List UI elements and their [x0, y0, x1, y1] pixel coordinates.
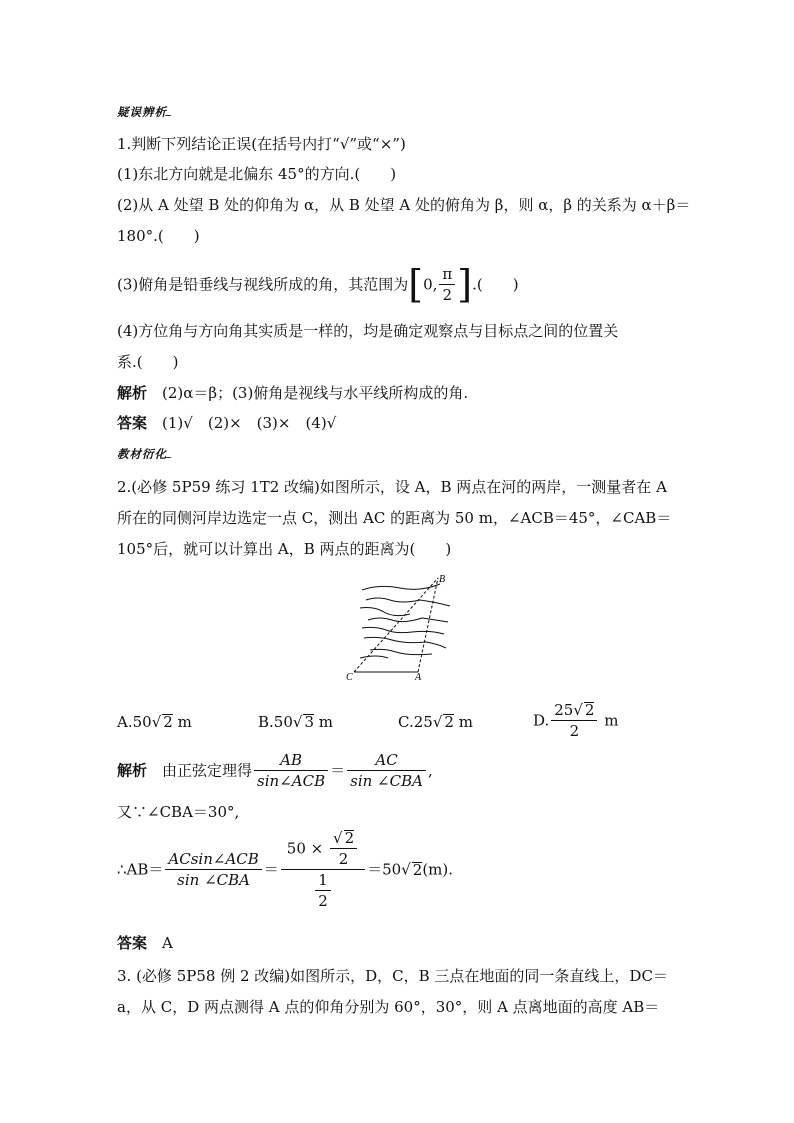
q1-answer [117, 413, 336, 433]
option-c-radicand: 2 [444, 713, 454, 731]
q1-stem: 1.判断下列结论正误(在括号内打“√”或“×”) [117, 135, 406, 153]
q1-part4-line1: (4)方位角与方向角其实质是一样的，均是确定观察点与目标点之间的位置关 [117, 322, 619, 340]
option-b-unit: m [314, 713, 333, 731]
answer-text: A [162, 934, 173, 952]
half-numerator: 1 [315, 870, 331, 891]
option-c-prefix: C.25 [398, 713, 433, 731]
q2-line2: 所在的同侧河岸边选定一点 C，测出 AC 的距离为 50 m，∠ACB＝45°，∠CAB＝ [117, 509, 672, 527]
big-fraction [281, 828, 365, 911]
q1-part3-end: .( ) [472, 275, 519, 294]
q3-line1: 3. (必修 5P58 例 2 改编)如图所示，D，C，B 三点在地面的同一条直线上，DC＝ [117, 967, 668, 985]
analysis-text: (2)α＝β；(3)俯角是视线与水平线所构成的角. [162, 384, 469, 402]
q2-line1: 2.(必修 5P59 练习 1T2 改编)如图所示，设 A，B 两点在河的两岸，一测量者在 A [117, 478, 667, 496]
equals-sign: ＝ [263, 860, 279, 879]
sqrt-sign: √ [401, 860, 411, 879]
one-half [315, 870, 331, 911]
q3-line2: a，从 C，D 两点测得 A 点的仰角分别为 60°，30°，则 A 点离地面的高度 AB＝ [117, 998, 660, 1016]
fraction-numerator: ACsin∠ACB [165, 849, 261, 870]
q1-part3 [117, 262, 519, 307]
label-B: B [439, 574, 446, 585]
pi-denominator: 2 [442, 286, 453, 304]
result-radicand: 2 [412, 861, 423, 879]
option-b-radicand: 3 [304, 713, 314, 731]
pi-over-two [439, 264, 455, 305]
half-denominator: 2 [318, 892, 328, 910]
option-d-unit: m [599, 711, 619, 730]
option-a-radicand: 2 [163, 713, 173, 731]
river-wave-8 [360, 656, 388, 658]
option-a-unit: m [172, 713, 192, 731]
river-wave-6 [364, 637, 446, 648]
option-c-unit: m [453, 713, 473, 731]
fraction-ac-over-sin-cba [347, 750, 426, 791]
fraction-ab-over-sin-acb [254, 750, 328, 791]
radicand: 2 [344, 829, 355, 847]
option-a [117, 712, 192, 732]
analysis-label: 解析 [117, 384, 148, 402]
result-prefix: ＝50 [367, 860, 402, 879]
q1-part2-line1: (2)从 A 处望 B 处的仰角为 α，从 B 处望 A 处的俯角为 β，则 α，β 的关系为 α＋β＝ [117, 196, 691, 214]
num-coefficient: 50 × [286, 839, 324, 858]
option-d-fraction [551, 700, 597, 741]
section-heading-textbook [117, 446, 174, 462]
dashed-AB [418, 578, 438, 672]
fraction-numerator: AB [254, 750, 328, 771]
q1-part1: (1)东北方向就是北偏东 45°的方向.( ) [117, 165, 397, 183]
sqrt2-numerator [330, 828, 357, 849]
result-suffix: (m). [422, 860, 454, 879]
answer-label: 答案 [117, 414, 148, 432]
right-bracket: ] [457, 262, 473, 307]
label-A: A [415, 672, 422, 683]
river-wave-2 [366, 598, 450, 606]
option-b [258, 712, 333, 732]
fraction-denominator: sin∠ACB [257, 772, 326, 790]
big-fraction-denominator [281, 870, 365, 911]
q2-answer [117, 933, 173, 953]
pi-symbol: π [439, 264, 455, 285]
option-d-prefix: D. [533, 711, 550, 730]
option-d [533, 700, 618, 741]
sqrt-sign: √ [333, 829, 343, 847]
option-b-prefix: B.50 [258, 713, 293, 731]
river-wave-5 [362, 627, 444, 634]
left-bracket: [ [408, 262, 424, 307]
section-heading-text: 疑误辨析 [117, 105, 167, 119]
section-heading-text: 教材衍化 [117, 447, 167, 461]
sqrt-sign: √ [292, 713, 303, 731]
fraction-acsin-over-sin [165, 849, 261, 890]
q2-analysis-line1 [117, 750, 433, 798]
option-d-num-coef: 25 [554, 701, 574, 719]
river-wave-4 [368, 618, 448, 622]
analysis-text: 由正弦定理得 [162, 761, 253, 780]
q2-because: 又∵∠CBA＝30°, [117, 803, 240, 821]
analysis-label: 解析 [117, 761, 148, 780]
comma: , [427, 761, 433, 780]
sqrt-sign: √ [432, 713, 443, 731]
big-fraction-numerator [281, 828, 365, 870]
q1-part3-text: (3)俯角是铅垂线与视线所成的角，其范围为 [117, 275, 409, 294]
dashed-CB [354, 578, 438, 672]
fraction-numerator: AC [347, 750, 426, 771]
q1-part2-line2: 180°.( ) [117, 227, 200, 245]
sqrt2-over-2 [330, 828, 357, 869]
option-d-numerator [551, 700, 597, 721]
q1-part4-line2: 系.( ) [117, 353, 179, 371]
answer-text: (1)√ (2)× (3)× (4)√ [162, 414, 337, 432]
q2-line3: 105°后，就可以计算出 A，B 两点的距离为( ) [117, 540, 452, 558]
option-d-denominator: 2 [569, 722, 580, 740]
therefore-text: ∴AB＝ [117, 860, 164, 879]
fraction-denominator: sin ∠CBA [350, 772, 423, 790]
river-figure [340, 570, 460, 685]
option-a-prefix: A.50 [117, 713, 152, 731]
label-C: C [346, 672, 353, 683]
option-c [398, 712, 473, 732]
fraction-denominator: sin ∠CBA [177, 871, 250, 889]
q2-therefore [117, 828, 453, 924]
sqrt-sign: √ [151, 713, 162, 731]
range-zero: 0, [423, 275, 438, 294]
equals-sign: ＝ [330, 761, 346, 780]
section-heading-error-analysis [117, 104, 174, 120]
sqrt-sign: √ [573, 701, 583, 719]
option-d-radicand: 2 [584, 701, 595, 719]
answer-label: 答案 [117, 934, 148, 952]
q1-analysis [117, 383, 468, 403]
river-wave-3 [360, 608, 410, 616]
denominator: 2 [338, 850, 349, 868]
